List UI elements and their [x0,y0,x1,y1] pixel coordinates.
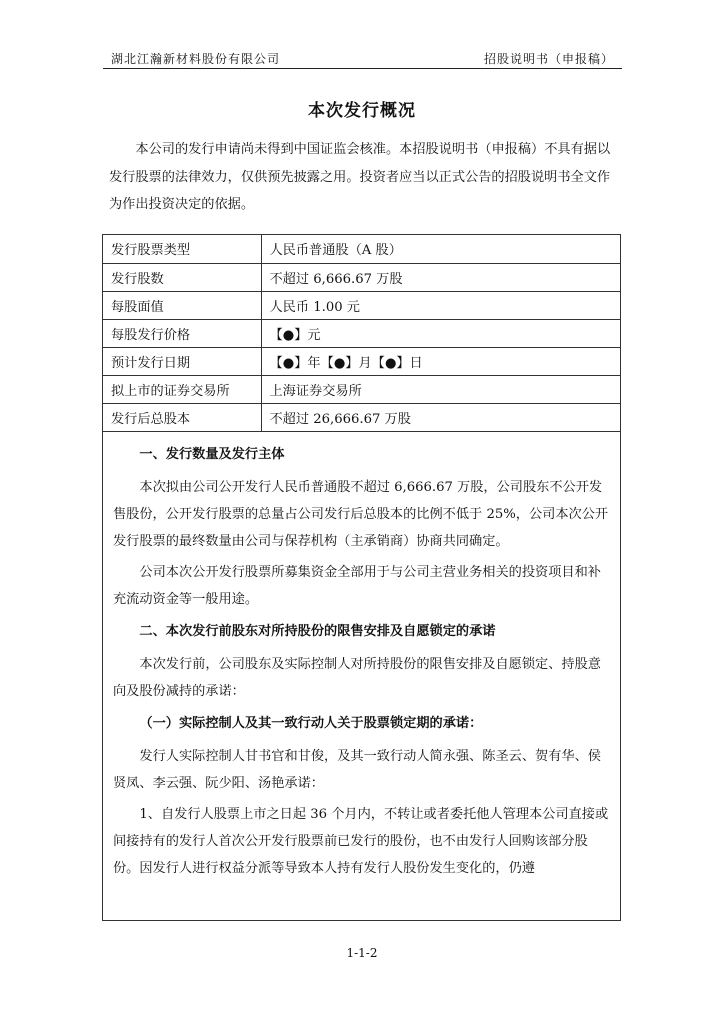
body-paragraph: 1、自发行人股票上市之日起 36 个月内，不转让或者委托他人管理本公司直接或间接持有的发行人首次公开发行股票前已发行的股份，也不由发行人回购该部分股份。因发行人进行权益分派等导致本人持有发行人股份发生变化的，仍遵 [113,806,609,876]
fact-label: 发行股数 [103,263,261,291]
table-row [103,347,620,375]
fact-value: 【●】元 [261,319,620,347]
section-heading: 一、发行数量及发行主体 [139,446,285,462]
table-row [103,235,620,263]
fact-label: 预计发行日期 [103,347,261,375]
page-number: 1-1-2 [346,946,378,960]
table-row [103,291,620,319]
fact-label: 拟上市的证券交易所 [103,375,261,403]
page-title: 本次发行概况 [308,101,416,121]
fact-label: 每股发行价格 [103,319,261,347]
intro-paragraph: 本公司的发行申请尚未得到中国证监会核准。本招股说明书（申报稿）不具有据以发行股票的法律效力，仅供预先披露之用。投资者应当以正式公告的招股说明书全文作为作出投资决定的依据。 [109,142,611,212]
fact-label: 发行后总股本 [103,403,261,431]
fact-value: 人民币 1.00 元 [261,291,620,319]
body-paragraph: 发行人实际控制人甘书官和甘俊，及其一致行动人简永强、陈圣云、贺有华、侯贤凤、李云强、阮少阳、汤艳承诺： [113,748,601,791]
body-paragraph: 本次拟由公司公开发行人民币普通股不超过 6,666.67 万股，公司股东不公开发售股份，公开发行股票的总量占公司发行后总股本的比例不低于 25%，公司本次公开发行股票的最终数量由公司与保荐机构（主承销商）协商共同确定。 [113,479,609,549]
page-header [103,44,622,69]
offering-summary-box [102,234,621,921]
offering-details [103,432,620,882]
table-row [103,263,620,291]
table-row [103,319,620,347]
fact-value: 上海证券交易所 [261,375,620,403]
table-row [103,375,620,403]
body-paragraph: 公司本次公开发行股票所募集资金全部用于与公司主营业务相关的投资项目和补充流动资金等一般用途。 [113,564,601,607]
header-company: 湖北江瀚新材料股份有限公司 [111,52,281,66]
table-row [103,403,620,431]
fact-value: 不超过 6,666.67 万股 [261,263,620,291]
subsection-heading: （一）实际控制人及其一致行动人关于股票锁定期的承诺： [139,715,483,731]
fact-label: 发行股票类型 [103,235,261,263]
fact-label: 每股面值 [103,291,261,319]
fact-value: 不超过 26,666.67 万股 [261,403,620,431]
body-paragraph: 本次发行前，公司股东及实际控制人对所持股份的限售安排及自愿锁定、持股意向及股份减持的承诺： [113,656,601,699]
section-heading: 二、本次发行前股东对所持股份的限售安排及自愿锁定的承诺 [139,623,496,639]
header-doc-type: 招股说明书（申报稿） [483,52,614,66]
fact-value: 【●】年【●】月【●】日 [261,347,620,375]
fact-value: 人民币普通股（A 股） [261,235,620,263]
offering-facts-table [103,235,620,432]
